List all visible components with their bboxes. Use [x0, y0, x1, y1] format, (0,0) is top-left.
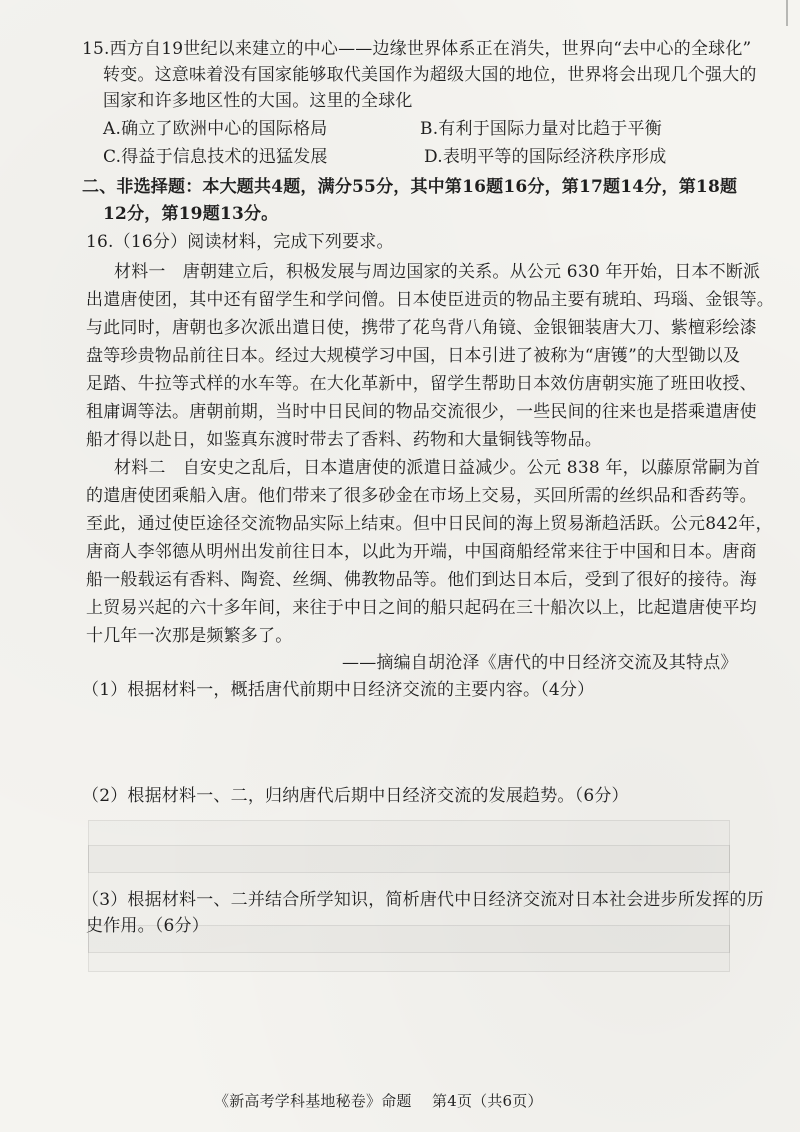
material-one-line: 盘等珍贵物品前往日本。经过大规模学习中国，日本引进了被称为“唐镬”的大型锄以及 — [86, 346, 741, 366]
material-two-line: 十几年一次那是频繁多了。 — [86, 626, 293, 646]
q15-stem-line-1: 15.西方自19世纪以来建立的中心——边缘世界体系正在消失，世界向“去中心的全球化” — [82, 39, 752, 59]
q15-stem-line-3: 国家和许多地区性的大国。这里的全球化 — [103, 91, 413, 111]
scan-edge-mark — [772, 0, 788, 26]
section-heading-line-1: 二、非选择题：本大题共4题，满分55分，其中第16题16分，第17题14分，第18题 — [82, 177, 738, 197]
q15-option-b: B.有利于国际力量对比趋于平衡 — [420, 119, 662, 139]
material-one-line: 材料一 唐朝建立后，积极发展与周边国家的关系。从公元 630 年开始，日本不断派 — [114, 262, 761, 282]
q16-sub-question-2: （2）根据材料一、二，归纳唐代后期中日经济交流的发展趋势。（6分） — [82, 786, 629, 806]
material-two-line: 的遣唐使团乘船入唐。他们带来了很多砂金在市场上交易，买回所需的丝织品和香药等。 — [86, 486, 757, 506]
material-source: ——摘编自胡沧泽《唐代的中日经济交流及其特点》 — [342, 653, 738, 673]
footer-page-number: 第4页（共6页） — [432, 1092, 543, 1110]
q15-option-a: A.确立了欧洲中心的国际格局 — [103, 119, 328, 139]
section-heading-line-2: 12分，第19题13分。 — [103, 204, 279, 224]
material-two-line: 材料二 自安史之乱后，日本遣唐使的派遣日益减少。公元 838 年，以藤原常嗣为首 — [114, 458, 761, 478]
q16-sub-question-3-line-2: 史作用。（6分） — [86, 916, 209, 936]
material-two-line: 唐商人李邻德从明州出发前往日本，以此为开端，中国商船经常来往于中国和日本。唐商 — [86, 542, 757, 562]
q15-option-c: C.得益于信息技术的迅猛发展 — [103, 147, 328, 167]
material-one-line: 船才得以赴日，如鉴真东渡时带去了香料、药物和大量铜钱等物品。 — [86, 430, 602, 450]
material-one-line: 出遣唐使团，其中还有留学生和学问僧。日本使臣进贡的物品主要有琥珀、玛瑙、金银等。 — [86, 290, 774, 310]
footer-publisher: 《新高考学科基地秘卷》命题 — [214, 1092, 412, 1110]
material-two-line: 船一般载运有香料、陶瓷、丝绸、佛教物品等。他们到达日本后，受到了很好的接待。海 — [86, 570, 757, 590]
material-one-line: 与此同时，唐朝也多次派出遣日使，携带了花鸟背八角镜、金银钿装唐大刀、紫檀彩绘漆 — [86, 318, 757, 338]
q16-sub-question-1: （1）根据材料一，概括唐代前期中日经济交流的主要内容。（4分） — [82, 680, 595, 700]
q15-option-d: D.表明平等的国际经济秩序形成 — [424, 147, 667, 167]
q16-intro: 16.（16分）阅读材料，完成下列要求。 — [86, 232, 394, 252]
q15-stem-line-2: 转变。这意味着没有国家能够取代美国作为超级大国的地位，世界将会出现几个强大的 — [103, 65, 757, 85]
material-one-line: 租庸调等法。唐朝前期，当时中日民间的物品交流很少，一些民间的往来也是搭乘遣唐使 — [86, 402, 757, 422]
material-one-line: 足踏、牛拉等式样的水车等。在大化革新中，留学生帮助日本效仿唐朝实施了班田收授、 — [86, 374, 757, 394]
bleed-through-row — [88, 845, 730, 873]
material-two-line: 至此，通过使臣途径交流物品实际上结束。但中日民间的海上贸易渐趋活跃。公元842年， — [86, 514, 773, 534]
q16-sub-question-3-line-1: （3）根据材料一、二并结合所学知识，简析唐代中日经济交流对日本社会进步所发挥的历 — [82, 890, 764, 910]
material-two-line: 上贸易兴起的六十多年间，来往于中日之间的船只起码在三十船次以上，比起遣唐使平均 — [86, 598, 757, 618]
